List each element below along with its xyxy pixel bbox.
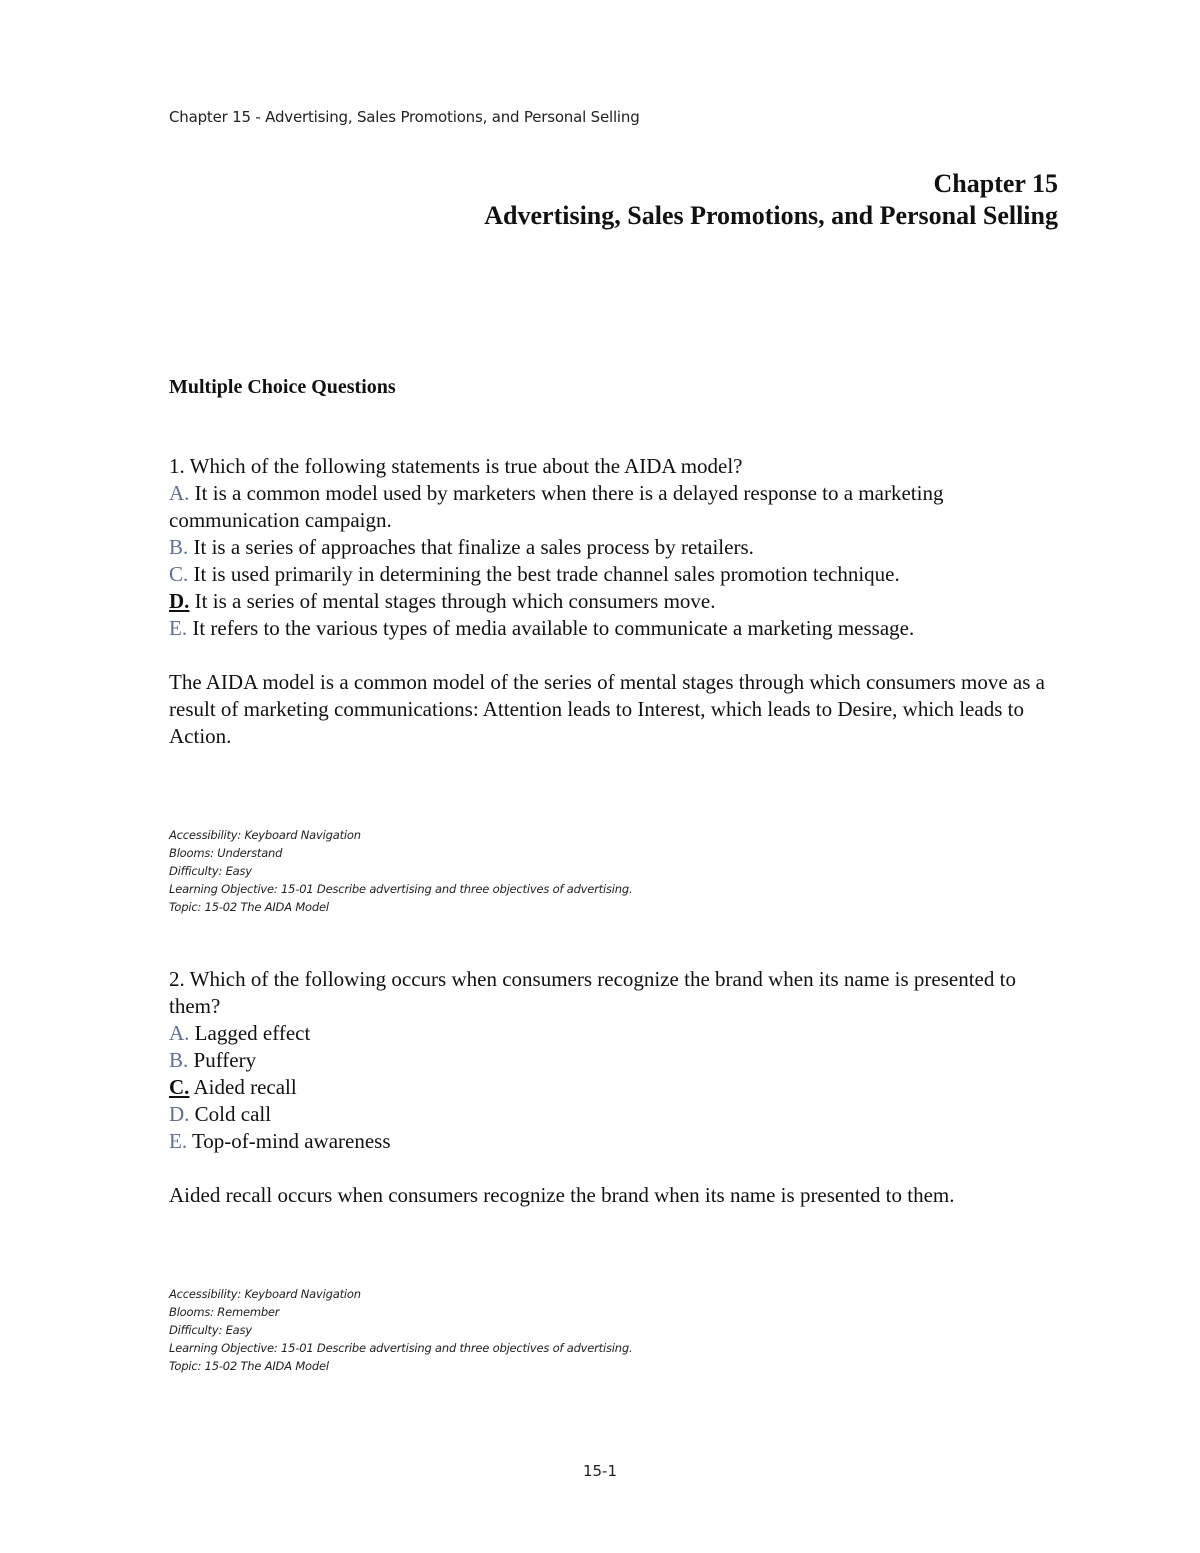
question-stem: 2. Which of the following occurs when consumers recognize the brand when its name is presented to them?: [169, 967, 1016, 1018]
question-2: [169, 966, 1064, 1209]
option-letter: C.: [169, 562, 189, 586]
option-c: [169, 561, 1064, 588]
option-a: [169, 1020, 1064, 1047]
option-letter: E.: [169, 1129, 188, 1153]
running-header: Chapter 15 - Advertising, Sales Promotions, and Personal Selling: [169, 108, 640, 126]
option-letter: A.: [169, 1021, 190, 1045]
meta-topic: Topic: 15-02 The AIDA Model: [169, 1359, 329, 1373]
chapter-number-title: Chapter 15: [933, 169, 1058, 198]
option-letter: B.: [169, 535, 189, 559]
option-letter: D.: [169, 1102, 190, 1126]
chapter-title-block: [484, 168, 1058, 232]
meta-difficulty: Difficulty: Easy: [169, 864, 252, 878]
option-b: [169, 534, 1064, 561]
option-e: [169, 615, 1064, 642]
option-text: Lagged effect: [189, 1021, 311, 1045]
meta-blooms: Blooms: Understand: [169, 846, 283, 860]
meta-learning-objective: Learning Objective: 15-01 Describe advertising and three objectives of advertising.: [169, 882, 633, 896]
chapter-subtitle: Advertising, Sales Promotions, and Personal Selling: [484, 201, 1058, 230]
option-text: Aided recall: [189, 1075, 297, 1099]
meta-difficulty: Difficulty: Easy: [169, 1323, 252, 1337]
option-e: [169, 1128, 1064, 1155]
option-letter: E.: [169, 616, 188, 640]
option-text: Puffery: [188, 1048, 257, 1072]
option-letter: A.: [169, 481, 190, 505]
correct-option-letter: C.: [169, 1075, 190, 1099]
question-2-metadata: [169, 1285, 632, 1375]
page-number: 15-1: [582, 1462, 618, 1480]
meta-accessibility: Accessibility: Keyboard Navigation: [169, 828, 361, 842]
correct-option-letter: D.: [169, 589, 190, 613]
meta-accessibility: Accessibility: Keyboard Navigation: [169, 1287, 361, 1301]
meta-topic: Topic: 15-02 The AIDA Model: [169, 900, 329, 914]
option-d: [169, 1101, 1064, 1128]
option-c-correct: [169, 1074, 1064, 1101]
option-b: [169, 1047, 1064, 1074]
option-text: It refers to the various types of media available to communicate a marketing message.: [187, 616, 915, 640]
meta-learning-objective: Learning Objective: 15-01 Describe advertising and three objectives of advertising.: [169, 1341, 633, 1355]
option-text: It is a series of mental stages through which consumers move.: [189, 589, 716, 613]
answer-explanation: Aided recall occurs when consumers recognize the brand when its name is presented to them.: [169, 1183, 955, 1207]
question-1-metadata: [169, 826, 632, 916]
meta-blooms: Blooms: Remember: [169, 1305, 280, 1319]
section-heading: Multiple Choice Questions: [169, 376, 396, 398]
answer-explanation: The AIDA model is a common model of the series of mental stages through which consumers move as a result of marketing communications: Attention leads to Interest, which leads to Desire, which leads to Action.: [169, 670, 1045, 748]
option-d-correct: [169, 588, 1064, 615]
question-1: [169, 453, 1064, 750]
option-text: It is used primarily in determining the best trade channel sales promotion technique.: [188, 562, 900, 586]
option-letter: B.: [169, 1048, 189, 1072]
option-text: It is a series of approaches that finalize a sales process by retailers.: [188, 535, 754, 559]
option-text: It is a common model used by marketers when there is a delayed response to a marketing communication campaign.: [169, 481, 944, 532]
option-a: [169, 480, 1064, 534]
option-text: Top-of-mind awareness: [187, 1129, 391, 1153]
option-text: Cold call: [189, 1102, 272, 1126]
question-stem: 1. Which of the following statements is true about the AIDA model?: [169, 454, 743, 478]
